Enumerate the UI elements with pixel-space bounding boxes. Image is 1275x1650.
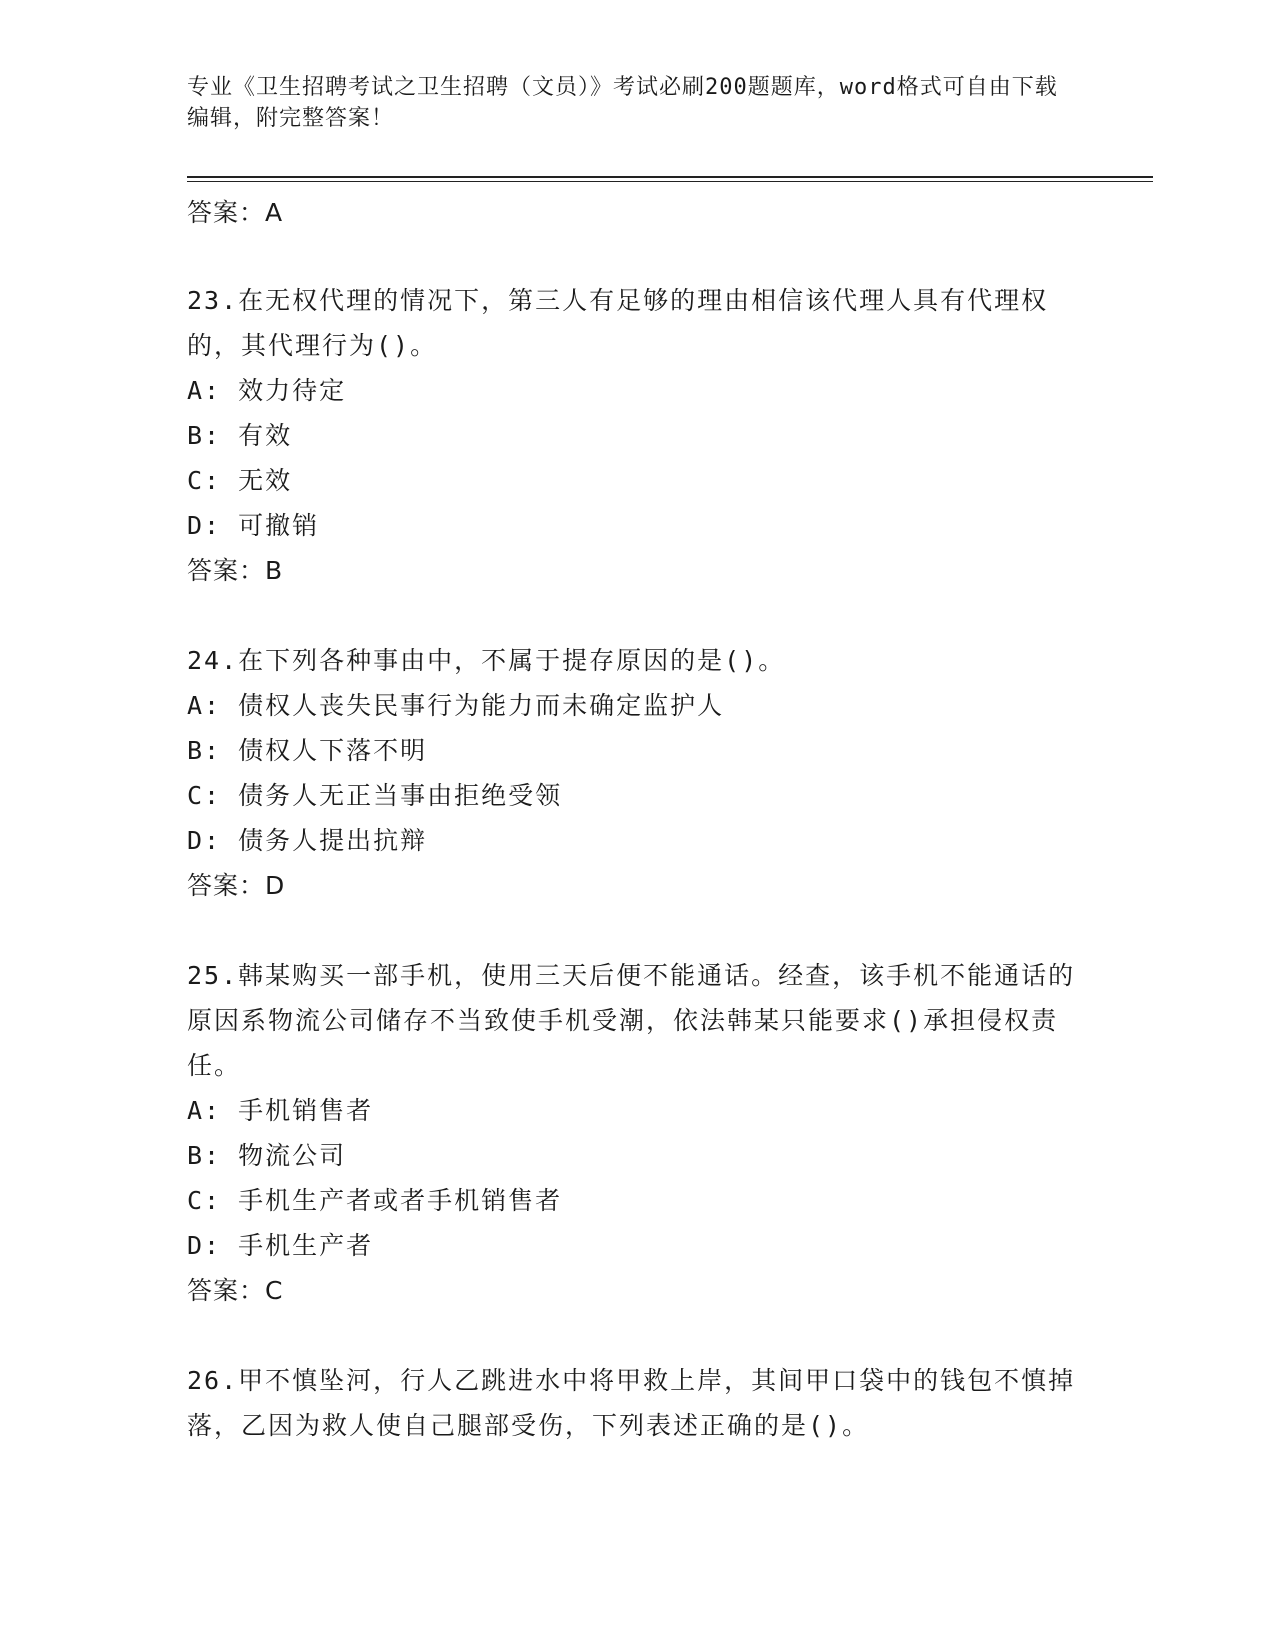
question-content — [187, 190, 1087, 1448]
question-block — [187, 638, 1087, 909]
header-divider-thin — [187, 181, 1153, 182]
question-text: 26.甲不慎坠河，行人乙跳进水中将甲救上岸，其间甲口袋中的钱包不慎掉落，乙因为救人使自己腿部受伤，下列表述正确的是()。 — [187, 1366, 1076, 1440]
question-text: 24.在下列各种事由中，不属于提存原因的是()。 — [187, 646, 786, 675]
option-b: B: 物流公司 — [187, 1141, 347, 1170]
page-header: 专业《卫生招聘考试之卫生招聘（文员）》考试必刷200题题库，word格式可自由下载编辑，附完整答案！ — [187, 75, 1058, 131]
option-c: C: 手机生产者或者手机销售者 — [187, 1186, 563, 1215]
option-a: A: 手机销售者 — [187, 1096, 374, 1125]
option-b: B: 债权人下落不明 — [187, 736, 428, 765]
option-d: D: 手机生产者 — [187, 1231, 374, 1260]
question-block — [187, 1358, 1087, 1448]
option-d: D: 债务人提出抗辩 — [187, 826, 428, 855]
question-block — [187, 953, 1087, 1314]
answer-line: 答案：A — [187, 198, 284, 227]
answer-line: 答案：B — [187, 556, 284, 585]
option-d: D: 可撤销 — [187, 511, 320, 540]
option-b: B: 有效 — [187, 421, 293, 450]
question-block — [187, 278, 1087, 594]
option-a: A: 债权人丧失民事行为能力而未确定监护人 — [187, 691, 725, 720]
answer-line: 答案：D — [187, 871, 286, 900]
option-c: C: 债务人无正当事由拒绝受领 — [187, 781, 563, 810]
question-text: 25.韩某购买一部手机，使用三天后便不能通话。经查，该手机不能通话的原因系物流公司储存不当致使手机受潮，依法韩某只能要求()承担侵权责任。 — [187, 961, 1076, 1080]
header-divider-thick — [187, 176, 1153, 178]
question-text: 23.在无权代理的情况下，第三人有足够的理由相信该代理人具有代理权的，其代理行为()。 — [187, 286, 1049, 360]
option-a: A: 效力待定 — [187, 376, 347, 405]
option-c: C: 无效 — [187, 466, 293, 495]
answer-line: 答案：C — [187, 1276, 284, 1305]
